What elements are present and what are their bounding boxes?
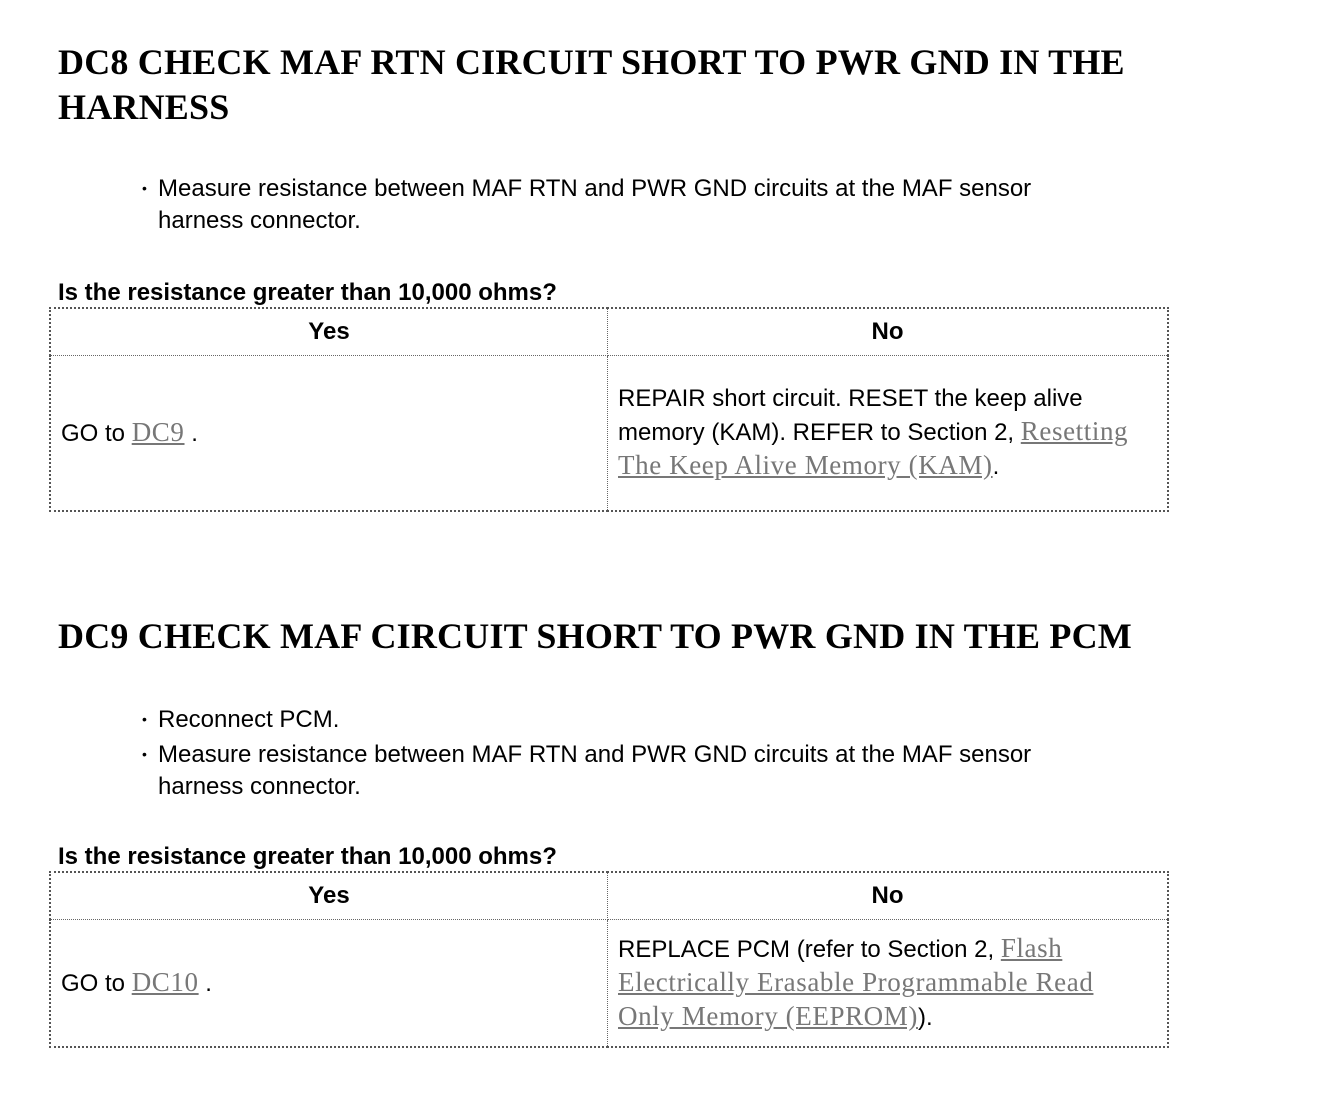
bullet-icon: •: [142, 180, 147, 196]
dc8-no-text: REPAIR short circuit. RESET the keep alive memory (KAM). REFER to Section 2,: [618, 385, 1083, 446]
dc8-yes-prefix: GO to: [61, 420, 126, 447]
dc8-no-suffix: .: [992, 453, 1000, 480]
dc8-no-header: No: [608, 308, 1169, 356]
table-header-row: [50, 872, 1168, 920]
table-row: [50, 920, 1168, 1048]
dc8-no-cell: [608, 356, 1169, 512]
dc9-step-1: [142, 703, 1182, 736]
dc8-steps-list: [142, 172, 1182, 237]
dc9-yes-header: Yes: [50, 872, 608, 920]
dc9-step-2-line2: harness connector.: [158, 773, 361, 800]
dc9-no-suffix: ).: [917, 1004, 933, 1031]
dc9-yes-cell: [50, 920, 608, 1048]
dc10-link[interactable]: DC10: [131, 967, 199, 997]
table-row: [50, 356, 1168, 512]
dc9-yes-prefix: GO to: [61, 970, 126, 997]
dc8-step-1-line2: harness connector.: [158, 207, 361, 234]
dc8-title-line1: DC8 CHECK MAF RTN CIRCUIT SHORT TO PWR GND IN THE: [58, 42, 1125, 82]
dc8-section: [58, 40, 1238, 512]
dc8-yes-suffix: .: [191, 420, 198, 447]
dc9-link[interactable]: DC9: [131, 417, 185, 447]
bullet-icon: •: [142, 746, 147, 762]
dc9-yes-suffix: .: [205, 970, 212, 997]
dc9-no-header: No: [608, 872, 1169, 920]
dc9-no-cell: [608, 920, 1169, 1048]
dc8-result-table: [49, 307, 1169, 512]
dc9-step-2-line1: Measure resistance between MAF RTN and PWR GND circuits at the MAF sensor: [158, 741, 1032, 768]
flash-eeprom-link[interactable]: Flash Electrically Erasable Programmable Read Only Memory (EEPROM): [618, 933, 1094, 1031]
table-header-row: [50, 308, 1168, 356]
dc9-step-2: [142, 738, 1182, 803]
dc8-yes-cell: [50, 356, 608, 512]
dc9-no-text: REPLACE PCM (refer to Section 2,: [618, 936, 995, 963]
dc9-section: [58, 614, 1238, 1048]
dc8-step-1-line1: Measure resistance between MAF RTN and PWR GND circuits at the MAF sensor: [158, 175, 1032, 202]
resetting-kam-link[interactable]: Resetting The Keep Alive Memory (KAM): [618, 416, 1129, 480]
dc9-step-1-text: Reconnect PCM.: [158, 706, 340, 733]
dc8-question: Is the resistance greater than 10,000 ohms?: [58, 279, 557, 306]
dc8-title-line2: HARNESS: [58, 87, 230, 127]
dc8-step-1: [142, 172, 1182, 237]
bullet-icon: •: [142, 711, 147, 727]
dc9-steps-list: [142, 703, 1182, 803]
dc9-question: Is the resistance greater than 10,000 ohms?: [58, 843, 557, 870]
dc9-title: DC9 CHECK MAF CIRCUIT SHORT TO PWR GND IN THE PCM: [58, 616, 1132, 656]
dc8-title: [58, 40, 1238, 130]
dc8-yes-header: Yes: [50, 308, 608, 356]
dc9-result-table: [49, 871, 1169, 1048]
